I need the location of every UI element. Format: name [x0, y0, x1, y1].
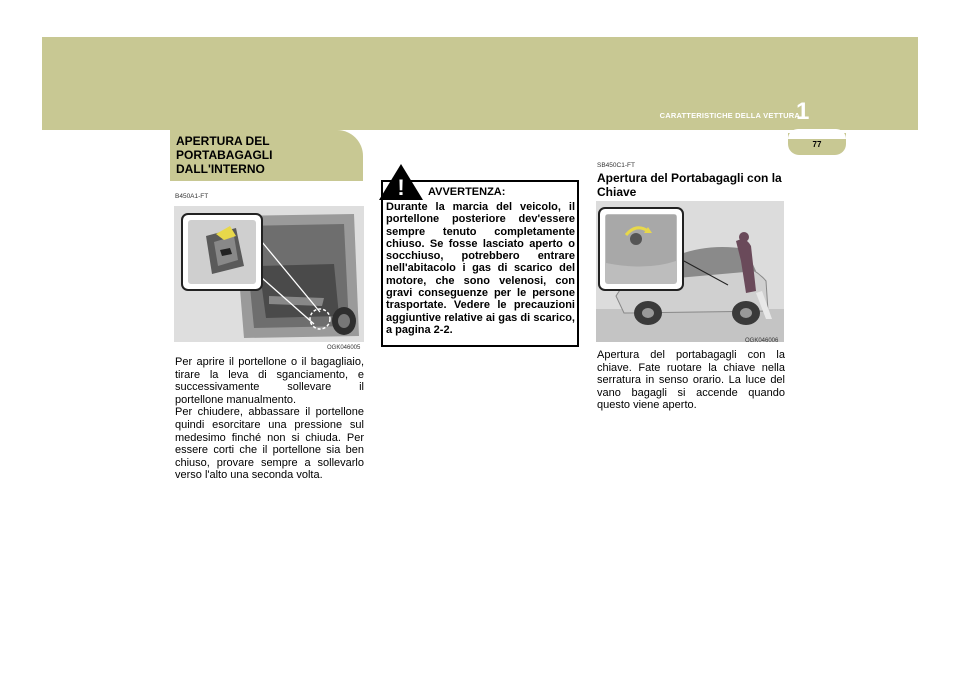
- section-title-line-2: PORTABAGAGLI: [176, 148, 273, 162]
- right-image-code: OGK046006: [745, 338, 779, 344]
- page-number: 77: [812, 140, 822, 149]
- warning-title: AVVERTENZA:: [428, 186, 506, 198]
- chapter-title: CARATTERISTICHE DELLA VETTURA: [659, 111, 800, 120]
- door-release-illustration: [174, 206, 364, 342]
- image-code: OGK046005: [327, 345, 361, 351]
- trunk-key-illustration: [596, 201, 784, 342]
- right-section-title: Apertura del Portabagagli con la Chiave: [597, 171, 782, 199]
- right-section-code: SB450C1-FT: [597, 162, 635, 169]
- left-body-text: Per aprire il portellone o il bagagliaio, tirare la leva di sganciamento, e successivamente sollevare il portellone manualmento. Per chiudere, abbassare il portellone quindi esorcitare una pressione sul medesimo finché non si chiuda. Per essere corti che il portellone sia ben chiuso, provare sempre a sollevarlo verso l'alto una seconda volta.: [175, 356, 364, 482]
- warning-text: Durante la marcia del veicolo, il portellone posteriore dev'essere sempre tenuto completamente chiuso. Se fosse lasciato aperto o socchiuso, potrebbero entrare nell'abitacolo i gas di scarico del motore, che sono velenosi, con gravi conseguenze per le persone trasportate. Vedere le precauzioni aggiuntive relative ai gas di scarico, a pagina 2-2.: [386, 201, 575, 336]
- right-body-text: Apertura del portabagagli con la chiave. Fate ruotare la chiave nella serratura in senso orario. La luce del vano bagagli si accende quando questo viene aperto.: [597, 349, 785, 412]
- chapter-number: 1: [796, 98, 810, 125]
- section-code: B450A1-FT: [175, 193, 209, 200]
- section-title-line-1: APERTURA DEL: [176, 134, 270, 148]
- section-heading: [170, 130, 363, 181]
- warning-symbol: !: [397, 175, 405, 200]
- section-title-line-3: DALL'INTERNO: [176, 162, 265, 176]
- warning-icon: [378, 163, 424, 201]
